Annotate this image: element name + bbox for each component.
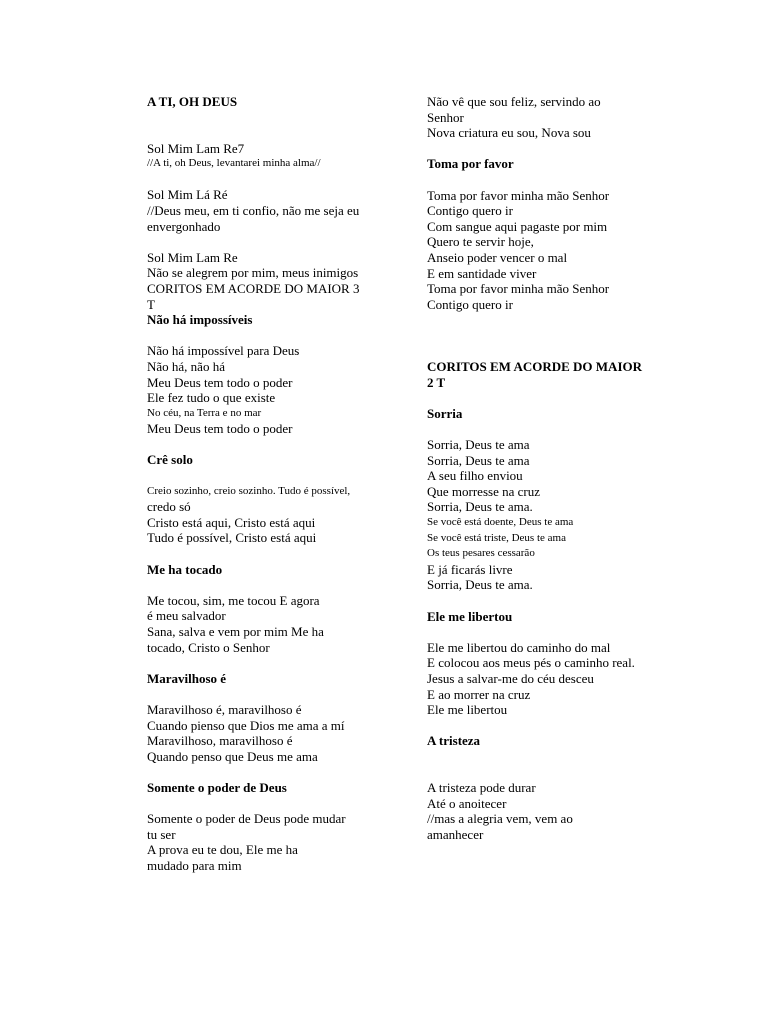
- lyric-line: Sorria, Deus te ama: [427, 437, 530, 453]
- lyric-line: T: [147, 296, 155, 312]
- section-heading: Toma por favor: [427, 156, 514, 172]
- lyric-line: Sorria, Deus te ama.: [427, 499, 533, 515]
- lyric-line: Maravilhoso é, maravilhoso é: [147, 701, 302, 717]
- right-column: [427, 94, 677, 843]
- lyric-line: Não se alegrem por mim, meus inimigos: [147, 265, 359, 281]
- blank-line: [427, 421, 677, 437]
- lyric-line: Sol Mim Lam Re: [147, 249, 238, 265]
- left-column: [147, 94, 397, 874]
- lyric-line: Sol Mim Lá Ré: [147, 187, 228, 203]
- lyric-line: Não há, não há: [147, 358, 225, 374]
- blank-line: [147, 172, 397, 188]
- blank-line: [147, 110, 397, 141]
- blank-line: [147, 577, 397, 593]
- lyric-line: Se você está doente, Deus te ama: [427, 516, 574, 529]
- lyric-line: Quero te servir hoje,: [427, 234, 534, 250]
- section-heading: Maravilhoso é: [147, 670, 227, 686]
- lyric-line: envergonhado: [147, 218, 221, 234]
- lyric-line: Me tocou, sim, me tocou E agora: [147, 592, 320, 608]
- blank-line: [147, 764, 397, 780]
- lyric-line: A tristeza pode durar: [427, 780, 536, 796]
- lyric-line: Ele me libertou do caminho do mal: [427, 639, 611, 655]
- lyric-line: é meu salvador: [147, 608, 226, 624]
- blank-line: [147, 328, 397, 344]
- lyric-line: tu ser: [147, 826, 176, 842]
- lyric-line: Ele fez tudo o que existe: [147, 390, 276, 406]
- blank-line: [427, 344, 677, 360]
- lyric-line: Que morresse na cruz: [427, 483, 540, 499]
- lyric-line: Sana, salva e vem por mim Me ha: [147, 624, 324, 639]
- lyric-line: Jesus a salvar-me do céu desceu: [427, 670, 594, 686]
- blank-line: [147, 437, 397, 453]
- section-heading: Sorria: [427, 405, 463, 421]
- section-heading: Me ha tocado: [147, 561, 223, 577]
- lyric-line: Meu Deus tem todo o poder: [147, 374, 293, 390]
- blank-line: [427, 141, 677, 157]
- lyric-line: //Deus meu, em ti confio, não me seja eu: [147, 202, 360, 218]
- blank-line: [427, 172, 677, 188]
- lyric-line: CORITOS EM ACORDE DO MAIOR 3: [147, 280, 360, 296]
- lyric-line: Cuando pienso que Dios me ama a mí: [147, 717, 345, 733]
- section-heading: CORITOS EM ACORDE DO MAIOR: [427, 359, 643, 375]
- blank-line: [427, 624, 677, 640]
- blank-line: [147, 655, 397, 671]
- lyric-line: Maravilhoso, maravilhoso é: [147, 733, 293, 749]
- lyric-line: Ele me libertou: [427, 702, 508, 718]
- blank-line: [427, 765, 677, 781]
- blank-line: [427, 593, 677, 609]
- section-heading: Ele me libertou: [427, 608, 513, 624]
- blank-line: [147, 234, 397, 250]
- lyric-line: Contigo quero ir: [427, 203, 513, 219]
- lyric-line: A seu filho enviou: [427, 468, 523, 484]
- lyric-line: Não há impossível para Deus: [147, 343, 300, 359]
- blank-line: [427, 390, 677, 406]
- section-heading: Crê solo: [147, 452, 193, 468]
- lyric-line: Até o anoitecer: [427, 795, 507, 811]
- lyric-line: Cristo está aqui, Cristo está aqui: [147, 514, 316, 530]
- section-heading: Somente o poder de Deus: [147, 779, 287, 795]
- lyric-line: Sol Mim Lam Re7: [147, 140, 245, 156]
- lyric-line: Toma por favor minha mão Senhor: [427, 281, 610, 297]
- lyric-line: Sorria, Deus te ama: [427, 452, 530, 468]
- lyric-line: E ao morrer na cruz: [427, 686, 531, 702]
- lyric-line: Os teus pesares cessarão: [427, 547, 535, 560]
- lyric-line: Creio sozinho, creio sozinho. Tudo é possível,: [147, 484, 351, 497]
- lyric-line: Não vê que sou feliz, servindo ao: [427, 94, 601, 109]
- section-heading: Não há impossíveis: [147, 312, 253, 328]
- lyric-line: No céu, na Terra e no mar: [147, 406, 262, 419]
- lyric-line: Anseio poder vencer o mal: [427, 249, 568, 265]
- blank-line: [427, 328, 677, 344]
- lyric-line: Somente o poder de Deus pode mudar: [147, 811, 346, 827]
- blank-line: [147, 686, 397, 702]
- lyric-line: amanhecer: [427, 826, 484, 842]
- lyric-line: Senhor: [427, 109, 464, 125]
- lyric-line: Meu Deus tem todo o poder: [147, 421, 293, 437]
- lyric-line: Sorria, Deus te ama.: [427, 577, 533, 593]
- blank-line: [147, 546, 397, 562]
- lyric-line: //mas a alegria vem, vem ao: [427, 811, 573, 827]
- lyric-line: Nova criatura eu sou, Nova sou: [427, 125, 591, 141]
- lyric-line: E já ficarás livre: [427, 561, 513, 577]
- lyric-line: Toma por favor minha mão Senhor: [427, 187, 610, 203]
- blank-line: [147, 796, 397, 812]
- lyric-line: Contigo quero ir: [427, 296, 513, 312]
- section-heading: A tristeza: [427, 733, 481, 749]
- section-heading: A TI, OH DEUS: [147, 94, 238, 109]
- lyric-line: E em santidade viver: [427, 265, 537, 281]
- section-heading: 2 T: [427, 374, 446, 390]
- blank-line: [427, 312, 677, 328]
- lyric-line: Com sangue aqui pagaste por mim: [427, 218, 608, 234]
- blank-line: [427, 718, 677, 734]
- lyric-line: A prova eu te dou, Ele me ha: [147, 842, 298, 858]
- lyric-line: E colocou aos meus pés o caminho real.: [427, 655, 635, 671]
- blank-line: [427, 749, 677, 765]
- lyric-line: mudado para mim: [147, 857, 242, 873]
- blank-line: [147, 468, 397, 484]
- lyric-line: Se você está triste, Deus te ama: [427, 531, 566, 544]
- lyric-line: tocado, Cristo o Senhor: [147, 639, 270, 655]
- lyric-line: Quando penso que Deus me ama: [147, 748, 318, 764]
- lyric-line: credo só: [147, 499, 191, 515]
- lyric-line: Tudo é possível, Cristo está aqui: [147, 530, 317, 546]
- lyric-line: //A ti, oh Deus, levantarei minha alma//: [147, 157, 321, 170]
